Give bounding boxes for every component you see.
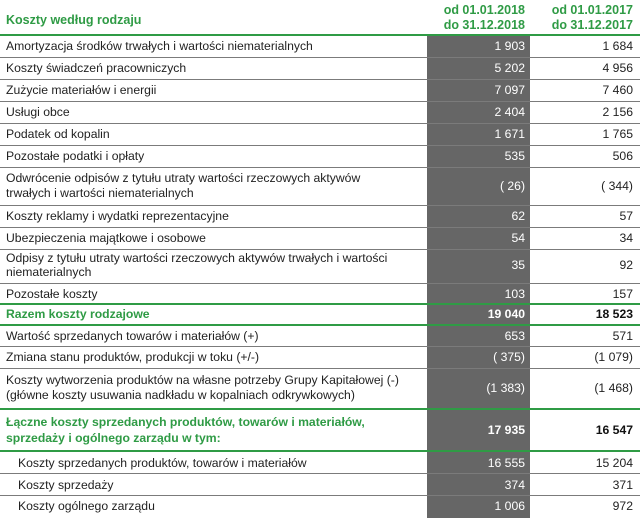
table-row-koszty-sprzedazy: [0, 474, 640, 495]
col-2018-header-line1: od 01.01.2018: [443, 3, 525, 17]
value-2017: 571: [612, 329, 633, 343]
value-2018: 374: [504, 478, 525, 492]
table-row-koszty-reklamy: [0, 206, 640, 227]
value-2018: 7 097: [494, 83, 525, 97]
table-row-pozostale-podatki: [0, 146, 640, 167]
table-row-amortyzacja: [0, 36, 640, 57]
row-label: Zmiana stanu produktów, produkcji w toku (+/-): [6, 350, 260, 364]
table-row-odpisy-utrata-wartosci: [0, 250, 640, 283]
row-label-line1: Odpisy z tytułu utraty wartości rzeczowych aktywów trwałych i wartości: [6, 251, 388, 265]
row-label-line1: Odwrócenie odpisów z tytułu utraty wartości rzeczowych aktywów: [6, 171, 361, 185]
row-label: Pozostałe podatki i opłaty: [6, 149, 145, 163]
table-row-wartosc-sprzedanych-towarow: [0, 326, 640, 346]
row-label: Koszty reklamy i wydatki reprezentacyjne: [6, 209, 229, 223]
value-2018: 54: [511, 231, 525, 245]
row-label: Zużycie materiałów i energii: [6, 83, 157, 97]
row-label: Koszty świadczeń pracowniczych: [6, 61, 187, 75]
row-label: Ubezpieczenia majątkowe i osobowe: [6, 231, 206, 245]
table-row-laczne-koszty: [0, 410, 640, 450]
table-row-koszty-sprzedanych-produktow: [0, 452, 640, 473]
value-2017: 1 765: [602, 127, 633, 141]
table-row-zmiana-stanu-produktow: [0, 347, 640, 368]
value-2017: 57: [619, 209, 633, 223]
value-2017: 4 956: [602, 61, 633, 75]
table-title: Koszty według rodzaju: [6, 13, 142, 27]
row-label: Podatek od kopalin: [6, 127, 110, 141]
value-2018: 35: [511, 258, 525, 272]
value-2017: 16 547: [595, 423, 633, 437]
table-row-podatek-od-kopalin: [0, 124, 640, 145]
row-label: Pozostałe koszty: [6, 287, 98, 301]
value-2017: 34: [619, 231, 633, 245]
value-2018: 1 903: [494, 39, 525, 53]
row-label-line2: niematerialnych: [6, 265, 92, 279]
value-2017: 972: [612, 499, 633, 513]
value-2017: 157: [612, 287, 633, 301]
row-label: Koszty ogólnego zarządu: [18, 499, 155, 513]
table-row-swiadczenia: [0, 58, 640, 79]
value-2017: (1 468): [594, 381, 633, 395]
value-2018: 653: [504, 329, 525, 343]
value-2018: 1 006: [494, 499, 525, 513]
value-2017: 1 684: [602, 39, 633, 53]
value-2018: 1 671: [494, 127, 525, 141]
row-label-line2: sprzedaży i ogólnego zarządu w tym:: [6, 431, 221, 445]
table-row-odwrocenie-odpisow: [0, 168, 640, 205]
value-2018: 19 040: [487, 307, 525, 321]
value-2018: 62: [511, 209, 525, 223]
row-label: Amortyzacja środków trwałych i wartości niematerialnych: [6, 39, 313, 53]
col-2017-header-line1: od 01.01.2017: [551, 3, 633, 17]
row-label: Razem koszty rodzajowe: [6, 307, 150, 321]
row-label: Koszty sprzedanych produktów, towarów i materiałów: [18, 456, 307, 470]
row-label: Wartość sprzedanych towarów i materiałów (+): [6, 329, 259, 343]
value-2018: 103: [504, 287, 525, 301]
row-label-line1: Koszty wytworzenia produktów na własne potrzeby Grupy Kapitałowej (-): [6, 373, 399, 387]
value-2017: (1 079): [594, 350, 633, 364]
value-2018: ( 26): [499, 179, 525, 193]
row-label: Usługi obce: [6, 105, 70, 119]
table-row-ubezpieczenia: [0, 228, 640, 249]
col-2017-header-line2: do 31.12.2017: [551, 18, 633, 32]
value-2018: (1 383): [486, 381, 525, 395]
table-row-koszty-wytworzenia: [0, 369, 640, 408]
value-2017: 2 156: [602, 105, 633, 119]
col-2018-header-line2: do 31.12.2018: [443, 18, 525, 32]
table-row-uslugi-obce: [0, 102, 640, 123]
value-2018: 16 555: [487, 456, 525, 470]
value-2017: ( 344): [601, 179, 633, 193]
value-2018: 5 202: [494, 61, 525, 75]
value-2018: ( 375): [493, 350, 525, 364]
value-2017: 92: [619, 258, 633, 272]
value-2017: 506: [612, 149, 633, 163]
table-row-koszty-ogolnego-zarzadu: [0, 496, 640, 518]
table-row-razem-koszty-rodzajowe: [0, 305, 640, 325]
value-2017: 15 204: [595, 456, 633, 470]
value-2017: 7 460: [602, 83, 633, 97]
value-2017: 18 523: [595, 307, 633, 321]
row-label-line1: Łączne koszty sprzedanych produktów, towarów i materiałów,: [6, 415, 365, 429]
row-label: Koszty sprzedaży: [18, 478, 114, 492]
value-2018: 17 935: [487, 423, 525, 437]
row-label-line2: trwałych i wartości niematerialnych: [6, 186, 194, 200]
row-label-line2: (główne koszty usuwania nadkładu w kopalniach odkrywkowych): [6, 388, 355, 402]
value-2017: 371: [612, 478, 633, 492]
table-row-zuzycie: [0, 80, 640, 101]
value-2018: 535: [504, 149, 525, 163]
table-row-pozostale-koszty: [0, 284, 640, 304]
value-2018: 2 404: [494, 105, 525, 119]
